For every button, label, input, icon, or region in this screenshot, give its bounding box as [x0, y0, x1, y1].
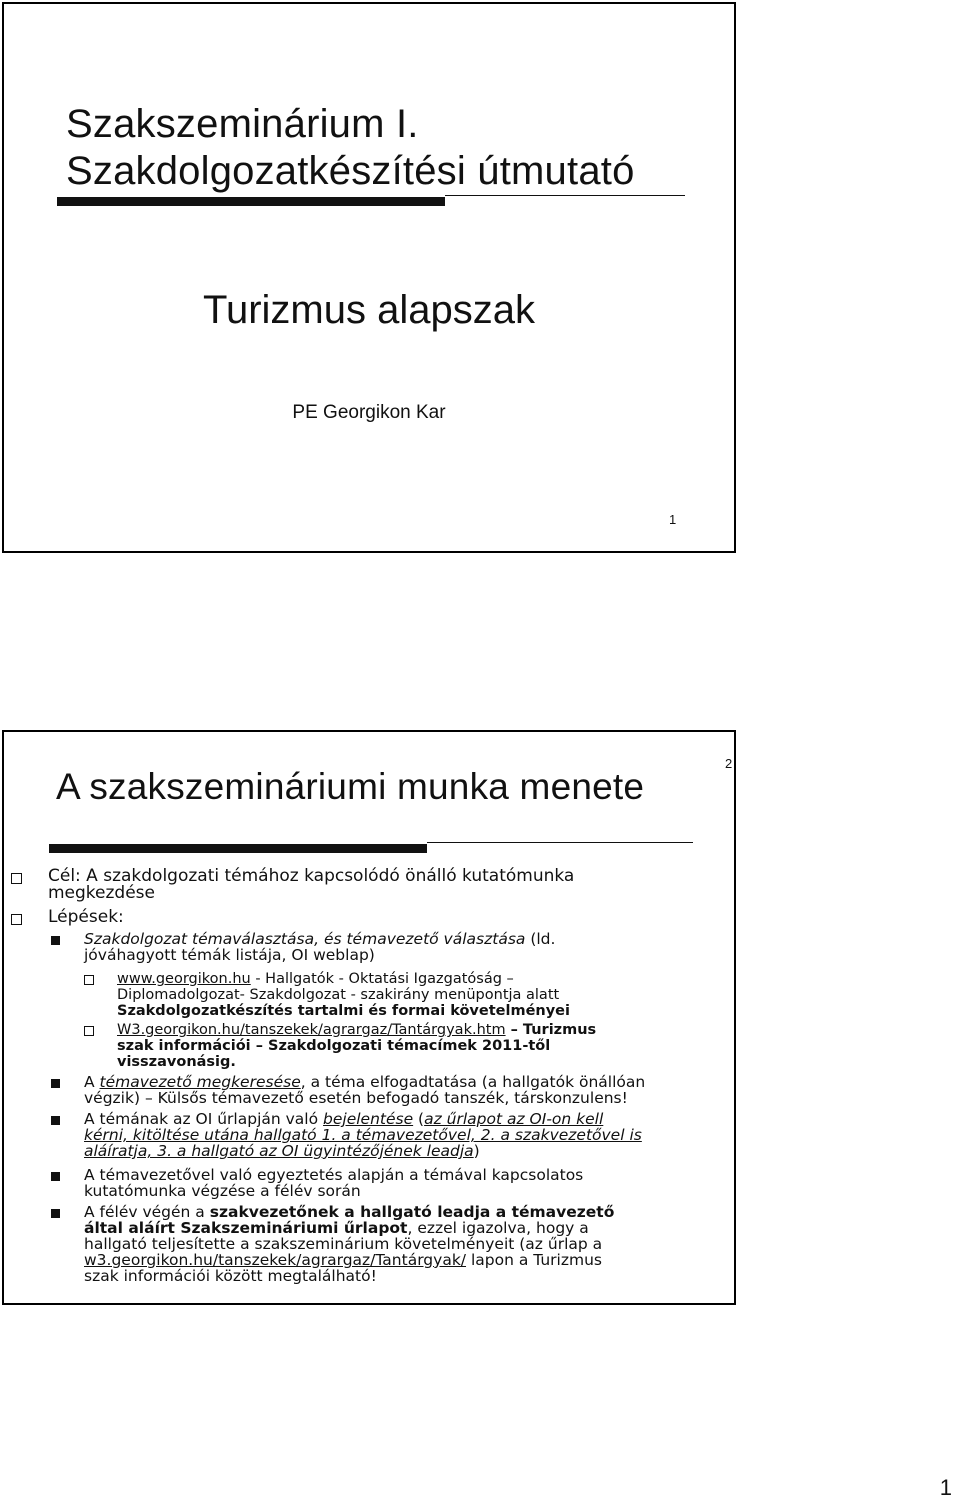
tantargyak-page-link[interactable]: w3.georgikon.hu/tanszekek/agrargaz/Tantárgyak/ [84, 1251, 467, 1269]
step-1-line-2: jóváhagyott témák listája, OI weblap) [84, 946, 375, 964]
step-5-line-3: hallgató teljesítette a szakszeminárium követelményeit (az űrlap a [84, 1235, 603, 1253]
step-1-sub-2 [117, 1022, 596, 1070]
goal-line-2: megkezdése [48, 883, 155, 903]
step-1-sub-1 [117, 971, 570, 1019]
slide-1-faculty: PE Georgikon Kar [292, 402, 446, 423]
step-3-line-3: aláíratja, 3. a hallgató az OI ügyintézőjének leadja [84, 1142, 474, 1160]
step-2-bullet-icon [51, 1079, 60, 1088]
step-3-post: ( [413, 1110, 425, 1128]
step-3-line-3-end: ) [473, 1142, 480, 1160]
steps-label: Lépések: [48, 907, 124, 927]
step-2-line-2: végzik) – Külsős témavezető esetén befogadó tanszék, társkonzulens! [84, 1089, 628, 1107]
step-2-post: , a téma elfogadtatása (a hallgatók önállóan [300, 1073, 646, 1091]
georgikon-link[interactable]: www.georgikon.hu [117, 971, 251, 987]
step-1-plain: (ld. [525, 930, 556, 948]
step-4-line-2: kutatómunka végzése a félév során [84, 1182, 361, 1200]
slide-2-title: A szakszemináriumi munka menete [56, 766, 645, 807]
slide-1-title-line-1: Szakszeminárium I. [66, 102, 419, 146]
slide-1 [2, 2, 736, 553]
step-2-text [84, 1074, 645, 1106]
step-1-sub-2-bold: – Turizmus [505, 1022, 597, 1038]
step-2-italic: témavezető megkeresése [99, 1073, 301, 1091]
step-1-sub-1-text: - Hallgatók - Oktatási Igazgatóság – [250, 971, 514, 987]
steps-bullet-icon [11, 914, 22, 925]
title-rule-thick [57, 197, 445, 206]
step-3-line-2: kérni, kitöltése utána hallgató 1. a témavezetővel, 2. a szakvezetővel is [84, 1126, 642, 1144]
slide-2-page-number: 2 [725, 756, 733, 771]
step-5-bullet-icon [51, 1209, 60, 1218]
step-5-bold-2: által aláírt Szakszemináriumi űrlapot [84, 1219, 408, 1237]
step-3-pre: A témának az OI űrlapján való [84, 1110, 324, 1128]
goal-line-1: Cél: A szakdolgozati témához kapcsolódó önálló kutatómunka [48, 866, 575, 886]
step-1-sub-1-bullet-icon [84, 975, 94, 985]
step-1-sub-2-line-2: szak információi – Szakdolgozati témacímek 2011-től [117, 1038, 551, 1054]
step-3-bullet-icon [51, 1116, 60, 1125]
slide-2-rule-thin [427, 842, 693, 843]
step-5-pre: A félév végén a [84, 1203, 210, 1221]
step-3-text [84, 1111, 642, 1159]
goal-bullet-icon [11, 873, 22, 884]
step-1-sub-1-line-3: Szakdolgozatkészítés tartalmi és formai követelményei [117, 1003, 570, 1019]
step-1-italic: Szakdolgozat témaválasztása, és témavezető választása [84, 930, 526, 948]
step-5-bold-1: szakvezetőnek a hallgató leadja a témavezető [209, 1203, 615, 1221]
step-1-sub-2-bullet-icon [84, 1026, 94, 1036]
step-5-text [84, 1204, 614, 1284]
title-rule-thin [445, 195, 685, 196]
step-3-italic: bejelentése [323, 1110, 414, 1128]
step-4-bullet-icon [51, 1172, 60, 1181]
slide-2-rule-thick [49, 844, 427, 853]
goal-text [48, 868, 574, 902]
step-1-sub-1-line-2: Diplomadolgozat- Szakdolgozat - szakirány menüpontja alatt [117, 987, 560, 1003]
tantargyak-link[interactable]: W3.georgikon.hu/tanszekek/agrargaz/Tantárgyak.htm [117, 1022, 506, 1038]
step-5-post-2: , ezzel igazolva, hogy a [407, 1219, 589, 1237]
step-1-sub-2-line-3: visszavonásig. [117, 1054, 236, 1070]
step-1-bullet-icon [51, 936, 60, 945]
slide-2 [2, 730, 736, 1305]
step-4-text [84, 1167, 583, 1199]
step-5-post-4: lapon a Turizmus [466, 1251, 602, 1269]
sheet-page-number: 1 [939, 1475, 952, 1500]
step-2-pre: A [84, 1073, 100, 1091]
slide-1-subtitle: Turizmus alapszak [203, 288, 535, 332]
step-4-line-1: A témavezetővel való egyeztetés alapján a témával kapcsolatos [84, 1166, 584, 1184]
slide-1-title-line-2: Szakdolgozatkészítési útmutató [66, 149, 635, 193]
step-5-line-5: szak információi között megtalálható! [84, 1267, 377, 1285]
step-1-text [84, 931, 555, 963]
step-3-italic-2: az űrlapot az OI-on kell [424, 1110, 604, 1128]
slide-1-page-number: 1 [669, 512, 677, 527]
